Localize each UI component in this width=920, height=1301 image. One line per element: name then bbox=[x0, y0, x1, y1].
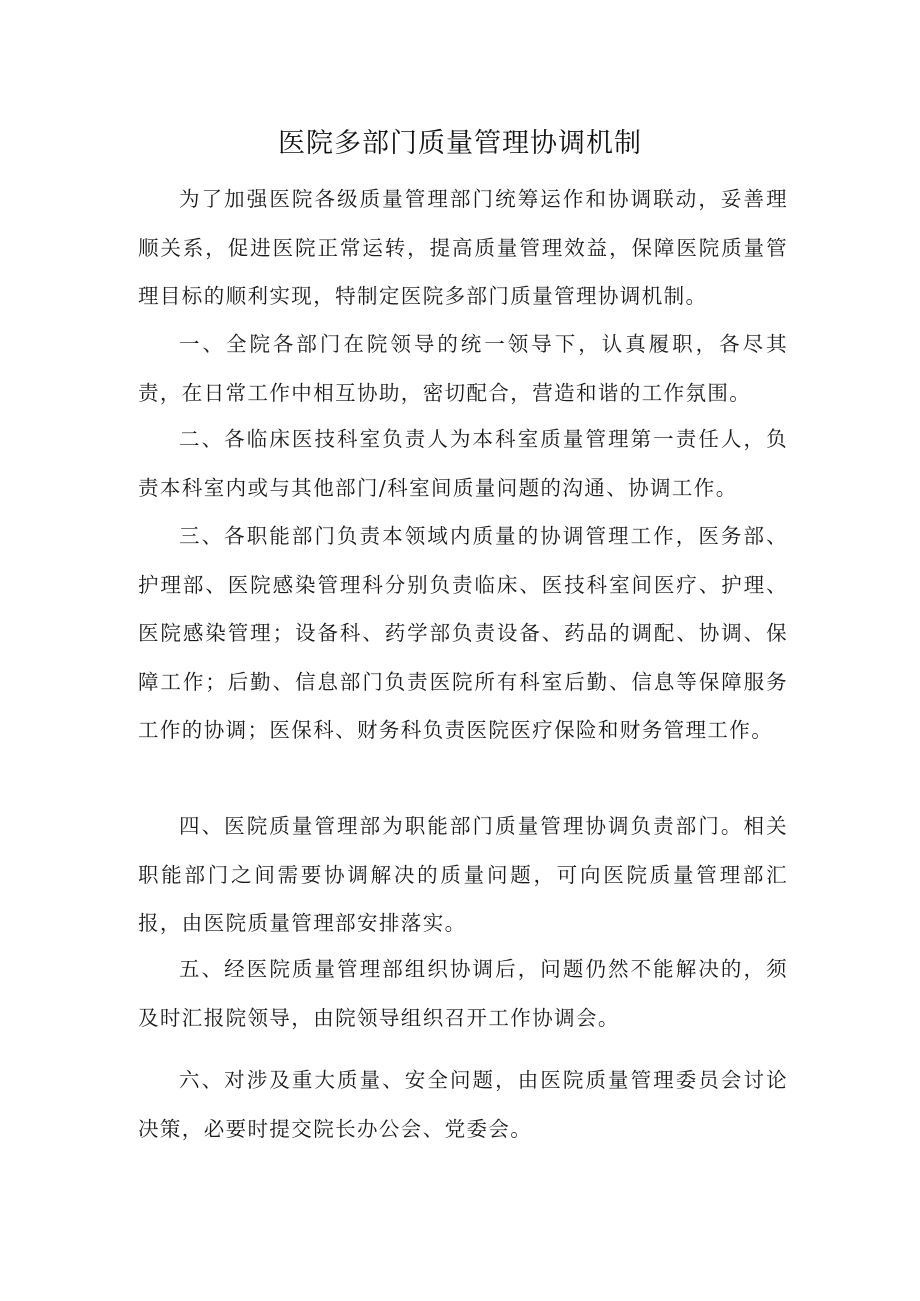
paragraph-item-1: 一、全院各部门在院领导的统一领导下，认真履职，各尽其责，在日常工作中相互协助，密切配合，营造和谐的工作氛围。 bbox=[138, 332, 788, 405]
paragraph-block bbox=[138, 945, 788, 1042]
paragraph-block bbox=[138, 320, 788, 417]
paragraph-item-4: 四、医院质量管理部为职能部门质量管理协调负责部门。相关职能部门之间需要协调解决的质量问题，可向医院质量管理部汇报，由医院质量管理部安排落实。 bbox=[138, 814, 788, 935]
paragraph-block bbox=[138, 175, 788, 321]
paragraph-item-3: 三、各职能部门负责本领域内质量的协调管理工作，医务部、护理部、医院感染管理科分别负责临床、医技科室间医疗、护理、医院感染管理；设备科、药学部负责设备、药品的调配、协调、保障工作；后勤、信息部门负责医院所有科室后勤、信息等保障服务工作的协调；医保科、财务科负责医院医疗保险和财务管理工作。 bbox=[138, 524, 788, 742]
paragraph-item-2: 二、各临床医技科室负责人为本科室质量管理第一责任人，负责本科室内或与其他部门/科室间质量问题的沟通、协调工作。 bbox=[138, 427, 788, 500]
paragraph-intro: 为了加强医院各级质量管理部门统筹运作和协调联动，妥善理顺关系，促进医院正常运转，提高质量管理效益，保障医院质量管理目标的顺利实现，特制定医院多部门质量管理协调机制。 bbox=[138, 187, 788, 308]
paragraph-item-5: 五、经医院质量管理部组织协调后，问题仍然不能解决的，须及时汇报院领导，由院领导组织召开工作协调会。 bbox=[138, 957, 788, 1030]
paragraph-block bbox=[138, 802, 788, 948]
document-title: 医院多部门质量管理协调机制 bbox=[278, 128, 642, 159]
paragraph-block bbox=[138, 1056, 788, 1153]
paragraph-item-6: 六、对涉及重大质量、安全问题，由医院质量管理委员会讨论决策，必要时提交院长办公会、党委会。 bbox=[138, 1068, 788, 1141]
paragraph-block bbox=[138, 512, 788, 755]
paragraph-block bbox=[138, 415, 788, 512]
